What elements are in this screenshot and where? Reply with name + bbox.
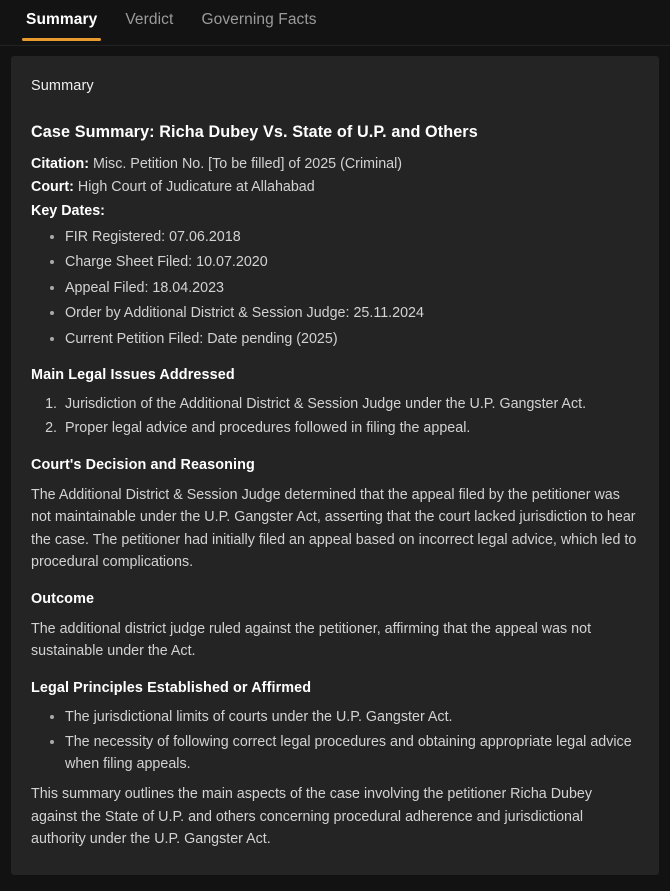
closing-text: This summary outlines the main aspects of the case involving the petitioner Richa Dubey against the State of U.P. and others concerning procedural adherence and jurisdictional authority under the U.P. Gangster Act. [31,786,593,848]
outcome-heading: Outcome [31,590,95,607]
court-label: Court: [31,179,74,196]
case-summary-document [31,120,637,851]
key-dates-label: Key Dates: [31,203,105,220]
outcome-text: The additional district judge ruled against the petitioner, affirming that the appeal was not sustainable under the Act. [31,620,592,660]
list-item: The necessity of following correct legal procedures and obtaining appropriate legal advice when filing appeals. [47,732,637,775]
court-value: High Court of Judicature at Allahabad [73,179,315,196]
citation-line [31,154,637,176]
list-item: Current Petition Filed: Date pending (2025) [47,329,637,350]
list-item: Appeal Filed: 18.04.2023 [47,278,637,299]
citation-value: Misc. Petition No. [To be filled] of 2025 (Criminal) [88,155,403,172]
tab-summary[interactable]: Summary [12,0,111,40]
list-item: 2. Proper legal advice and procedures followed in filing the appeal. [61,418,637,439]
tab-verdict[interactable]: Verdict [111,0,187,40]
content-area [0,46,670,891]
main-legal-issues-list [31,394,637,440]
legal-principles-heading: Legal Principles Established or Affirmed [31,679,312,696]
list-item: Order by Additional District & Session Judge: 25.11.2024 [47,303,637,324]
court-line [31,177,637,199]
tab-governing-facts[interactable]: Governing Facts [187,0,330,40]
list-item: The jurisdictional limits of courts under the U.P. Gangster Act. [47,707,637,728]
court-decision-heading: Court's Decision and Reasoning [31,456,255,473]
list-item: 1. Jurisdiction of the Additional District & Session Judge under the U.P. Gangster Act. [61,394,637,415]
case-summary-heading: Case Summary: Richa Dubey Vs. State of U.P. and Others [31,123,478,141]
tab-bar [0,0,670,46]
list-item: FIR Registered: 07.06.2018 [47,227,637,248]
key-dates-list [31,227,637,350]
card-title: Summary [31,78,94,94]
court-decision-text: The Additional District & Session Judge determined that the appeal filed by the petitioner was not maintainable under the U.P. Gangster Act, asserting that the court lacked jurisdiction to hear the case. The petitioner had initially filed an appeal based on incorrect legal advice, which led to procedural complications. [31,486,637,571]
legal-principles-list [31,707,637,775]
citation-label: Citation: [31,155,89,172]
main-legal-issues-heading: Main Legal Issues Addressed [31,366,235,383]
list-item: Charge Sheet Filed: 10.07.2020 [47,252,637,273]
summary-card [11,56,659,875]
